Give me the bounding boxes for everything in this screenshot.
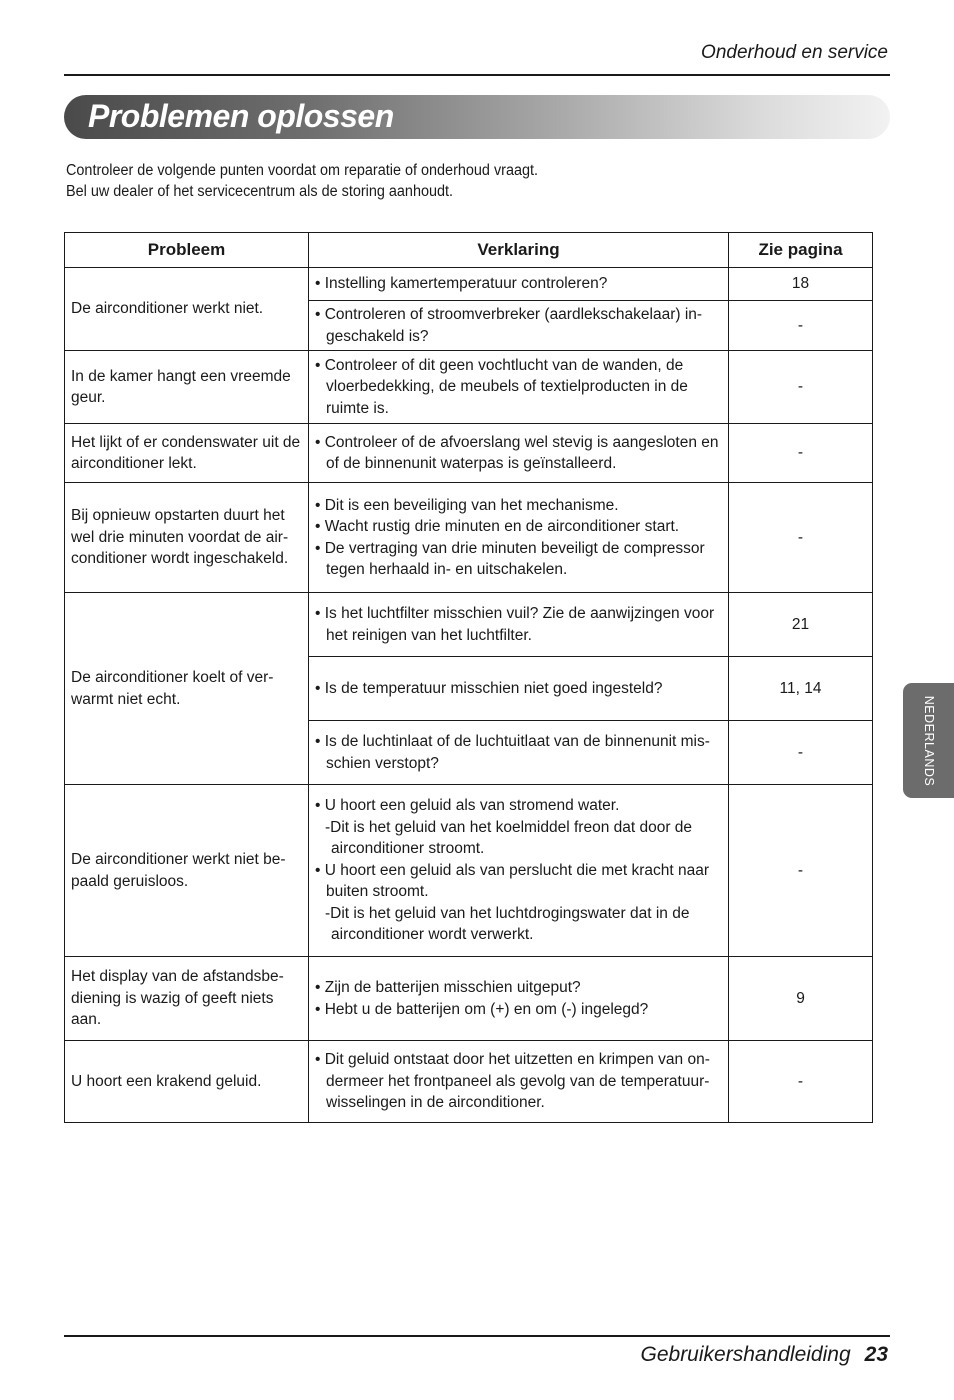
explanation-line: • Dit geluid ontstaat door het uitzetten en krimpen van on-dermeer het frontpaneel als gevolg van de temperatuur-wisselingen in de airconditioner. — [315, 1051, 710, 1112]
explanation-line: • Hebt u de batterijen om (+) en om (-) ingelegd? — [315, 1000, 649, 1018]
intro-line: Controleer de volgende punten voordat om reparatie of onderhoud vraagt. — [66, 162, 539, 179]
footer-manual-title: Gebruikershandleiding — [640, 1343, 851, 1366]
explanation-line: • Instelling kamertemperatuur controleren? — [315, 275, 608, 293]
explanation-line: • U hoort een geluid als van perslucht die met kracht naar buiten stroomt. — [315, 861, 710, 901]
page-ref-cell: 11, 14 — [729, 657, 873, 721]
explanation-subline: -Dit is het geluid van het luchtdrogingswater dat in de airconditioner wordt verwerkt. — [325, 904, 690, 944]
problem-cell: De airconditioner werkt niet. — [65, 268, 309, 351]
explanation-line: • Is de temperatuur misschien niet goed ingesteld? — [315, 679, 663, 697]
intro-line: Bel uw dealer of het servicecentrum als de storing aanhoudt. — [66, 183, 454, 200]
table-row — [65, 957, 873, 1041]
explanation-cell — [309, 657, 729, 721]
explanation-cell — [309, 593, 729, 657]
page-ref-cell: - — [729, 721, 873, 785]
table-header-row — [65, 233, 873, 268]
page-ref-cell: - — [729, 424, 873, 483]
explanation-cell — [309, 1041, 729, 1123]
title-banner — [64, 95, 890, 139]
explanation-line: • De vertraging van drie minuten beveiligt de compressor tegen herhaald in- en uitschakelen. — [315, 539, 705, 578]
problem-cell: Het lijkt of er condenswater uit de airconditioner lekt. — [65, 424, 309, 483]
explanation-subline: -Dit is het geluid van het koelmiddel freon dat door de airconditioner stroomt. — [325, 818, 693, 858]
explanation-cell — [309, 785, 729, 957]
page-title: Problemen oplossen — [88, 98, 394, 134]
problem-cell: De airconditioner werkt niet be-paald geruisloos. — [65, 785, 309, 957]
explanation-cell — [309, 268, 729, 301]
intro-text — [66, 160, 866, 202]
page-ref-cell: - — [729, 785, 873, 957]
bottom-divider — [64, 1335, 890, 1337]
table-row — [65, 593, 873, 657]
section-header: Onderhoud en service — [701, 42, 888, 63]
explanation-cell — [309, 351, 729, 424]
column-header-page: Zie pagina — [729, 233, 873, 268]
explanation-line: • Controleer of de afvoerslang wel stevig is aangesloten en of de binnenunit waterpas is geïnstalleerd. — [315, 433, 719, 472]
page-ref-cell: - — [729, 483, 873, 593]
troubleshooting-table — [64, 232, 873, 1123]
table-row — [65, 1041, 873, 1123]
explanation-cell — [309, 957, 729, 1041]
explanation-cell — [309, 301, 729, 351]
explanation-line: • Dit is een beveiliging van het mechanisme. — [315, 496, 619, 514]
problem-cell: De airconditioner koelt of ver-warmt niet echt. — [65, 593, 309, 785]
explanation-cell — [309, 424, 729, 483]
table-row — [65, 268, 873, 301]
explanation-cell — [309, 721, 729, 785]
page-number: 23 — [864, 1343, 888, 1366]
page-ref-cell: 18 — [729, 268, 873, 301]
page-ref-cell: - — [729, 351, 873, 424]
page-ref-cell: - — [729, 1041, 873, 1123]
explanation-line: • Is de luchtinlaat of de luchtuitlaat van de binnenunit mis-schien verstopt? — [315, 733, 710, 772]
table-row — [65, 785, 873, 957]
top-divider — [64, 74, 890, 76]
explanation-line: • U hoort een geluid als van stromend water. — [315, 797, 620, 815]
explanation-line: • Zijn de batterijen misschien uitgeput? — [315, 979, 581, 996]
footer — [641, 1343, 889, 1367]
explanation-line: • Controleer of dit geen vochtlucht van de wanden, de vloerbedekking, de meubels of textielproducten in de ruimte is. — [315, 356, 688, 417]
table-row — [65, 483, 873, 593]
problem-cell: Bij opnieuw opstarten duurt het wel drie minuten voordat de air-conditioner wordt ingeschakeld. — [65, 483, 309, 593]
column-header-problem: Probleem — [65, 233, 309, 268]
explanation-line: • Wacht rustig drie minuten en de airconditioner start. — [315, 518, 680, 535]
problem-cell: Het display van de afstandsbe-diening is wazig of geeft niets aan. — [65, 957, 309, 1041]
page-ref-cell: 21 — [729, 593, 873, 657]
explanation-cell — [309, 483, 729, 593]
table-row — [65, 351, 873, 424]
language-tab — [903, 683, 954, 798]
explanation-line: • Controleren of stroomverbreker (aardlekschakelaar) in-geschakeld is? — [315, 306, 703, 345]
page-ref-cell: 9 — [729, 957, 873, 1041]
table-row — [65, 424, 873, 483]
language-tab-label: NEDERLANDS — [921, 695, 936, 786]
explanation-line: • Is het luchtfilter misschien vuil? Zie de aanwijzingen voor het reinigen van het luchtfilter. — [315, 605, 715, 644]
problem-cell: In de kamer hangt een vreemde geur. — [65, 351, 309, 424]
problem-cell: U hoort een krakend geluid. — [65, 1041, 309, 1123]
column-header-explanation: Verklaring — [309, 233, 729, 268]
page-ref-cell: - — [729, 301, 873, 351]
